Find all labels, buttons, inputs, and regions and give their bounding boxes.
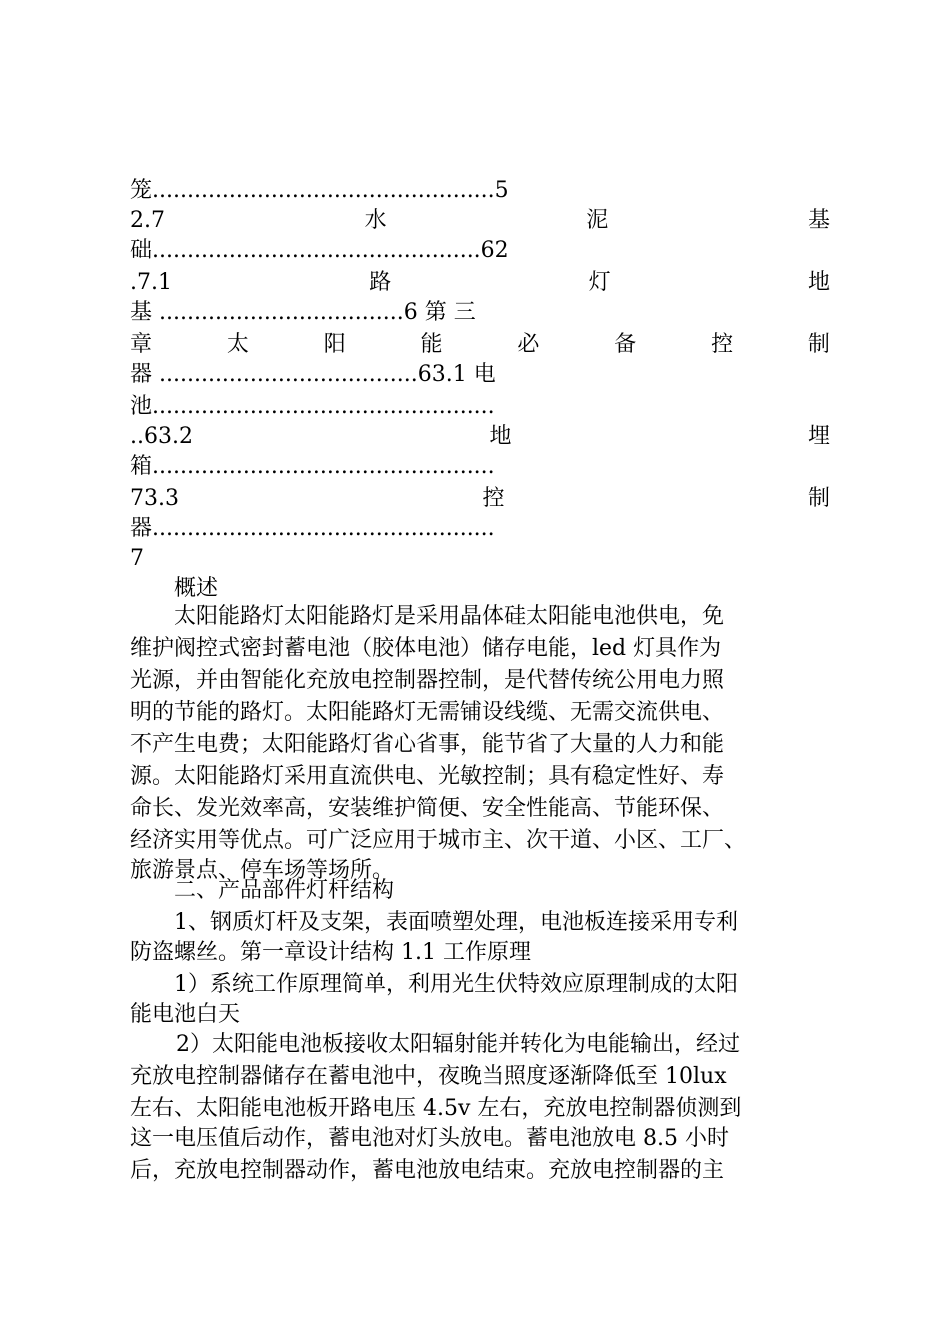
toc-entry-char: 备 (614, 332, 637, 357)
toc-entry-char: 控 (711, 332, 734, 357)
paragraph-line: 明的节能的路灯。太阳能路灯无需铺设线缆、无需交流供电、 (130, 700, 725, 725)
paragraph-line: 维护阀控式密封蓄电池（胶体电池）储存电能，led 灯具作为 (130, 636, 722, 661)
paragraph-line: 左右、太阳能电池板开路电压 4.5v 左右，充放电控制器侦测到 (130, 1096, 742, 1121)
paragraph-line: 2）太阳能电池板接收太阳辐射能并转化为电能输出，经过 (176, 1032, 740, 1057)
toc-entry-char: 路 (369, 270, 392, 295)
toc-entry-char: 章 (130, 332, 153, 357)
toc-entry-number: .7.1 (130, 270, 172, 295)
toc-entry-char: 制 (807, 332, 830, 357)
paragraph-line: 1）系统工作原理简单，利用光生伏特效应原理制成的太阳 (174, 972, 738, 997)
paragraph-line: 这一电压值后动作，蓄电池对灯头放电。蓄电池放电 8.5 小时 (130, 1126, 729, 1151)
paragraph-line: 太阳能路灯太阳能路灯是采用晶体硅太阳能电池供电，免 (174, 604, 725, 629)
paragraph-line: 防盗螺丝。第一章设计结构 1.1 工作原理 (130, 940, 531, 965)
toc-entry-char: 埋 (807, 424, 830, 449)
toc-line: 箱................................................. (130, 454, 495, 479)
toc-line (130, 330, 830, 360)
toc-entry-char: 制 (807, 486, 830, 511)
paragraph-line: 经济实用等优点。可广泛应用于城市主、次干道、小区、工厂、 (130, 828, 747, 853)
toc-entry-char: 太 (226, 332, 249, 357)
toc-line: 7 (130, 546, 144, 571)
paragraph-line: 能电池白天 (130, 1002, 241, 1027)
toc-entry-char: 泥 (586, 208, 609, 233)
toc-entry-number: 2.7 (130, 208, 165, 233)
toc-entry-char: 能 (420, 332, 443, 357)
toc-entry-char: 阳 (323, 332, 346, 357)
paragraph-line: 后，充放电控制器动作，蓄电池放电结束。充放电控制器的主 (130, 1158, 725, 1183)
toc-entry-number: ..63.2 (130, 424, 193, 449)
toc-line (130, 484, 830, 514)
toc-entry-char: 地 (807, 270, 830, 295)
paragraph-line: 源。太阳能路灯采用直流供电、光敏控制；具有稳定性好、寿 (130, 764, 725, 789)
toc-entry-char: 地 (489, 424, 512, 449)
paragraph-line: 充放电控制器储存在蓄电池中，夜晚当照度逐渐降低至 10lux (130, 1064, 727, 1089)
toc-entry-char: 控 (482, 486, 505, 511)
toc-entry-number: 73.3 (130, 486, 179, 511)
paragraph-line: 不产生电费；太阳能路灯省心省事，能节省了大量的人力和能 (130, 732, 725, 757)
toc-line (130, 422, 830, 452)
toc-line: 基 ...................................6 第 三 (130, 300, 476, 325)
toc-line: 础...............................................62 (130, 238, 509, 263)
section-heading: 二、产品部件灯杆结构 (174, 878, 395, 903)
toc-line: 器 .....................................63.1 电 (130, 362, 496, 387)
paragraph-line: 命长、发光效率高，安装维护简便、安全性能高、节能环保、 (130, 796, 725, 821)
toc-line (130, 206, 830, 236)
overview-heading: 概述 (174, 576, 219, 601)
toc-entry-char: 必 (517, 332, 540, 357)
toc-entry-char: 灯 (588, 270, 611, 295)
toc-line (130, 268, 830, 298)
toc-entry-char: 水 (364, 208, 387, 233)
paragraph-line: 1、钢质灯杆及支架，表面喷塑处理，电池板连接采用专利 (174, 910, 738, 935)
paragraph-line: 光源，并由智能化充放电控制器控制，是代替传统公用电力照 (130, 668, 725, 693)
toc-entry-char: 基 (807, 208, 830, 233)
toc-line: 笼.................................................5 (130, 178, 509, 203)
paragraph-line: 旅游景点、停车场等场所。 (130, 858, 395, 883)
toc-line: 池................................................. (130, 394, 495, 419)
toc-line: 器................................................. (130, 516, 495, 541)
